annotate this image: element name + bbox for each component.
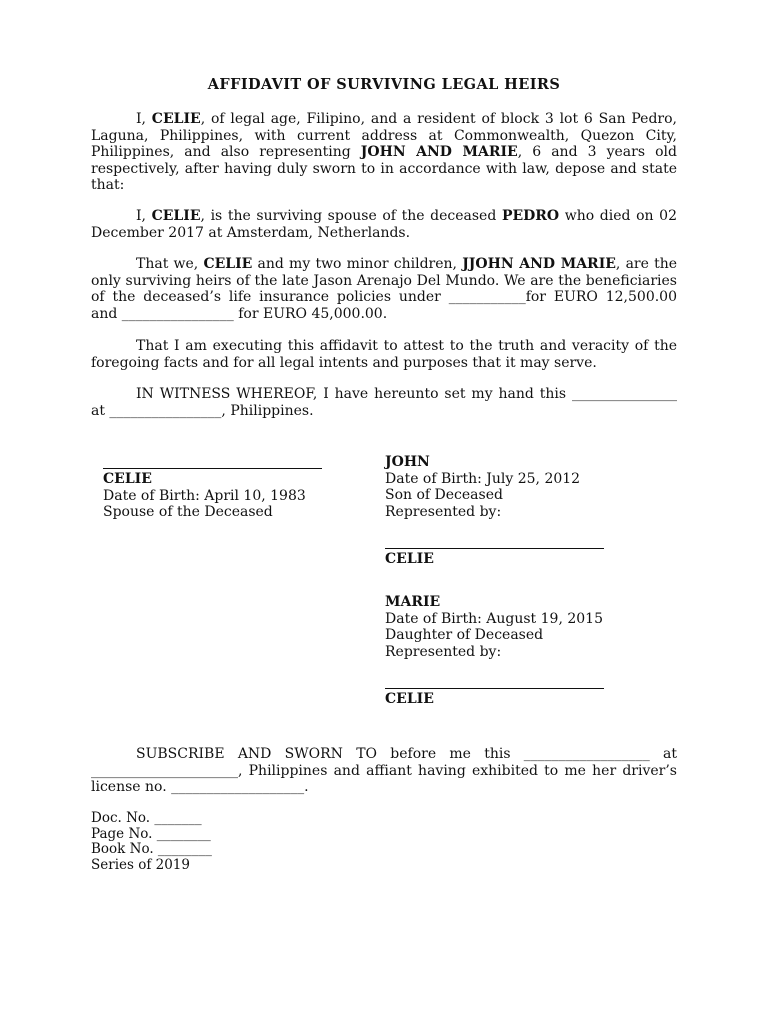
represented-by-label: Represented by:	[385, 503, 502, 520]
series-year: Series of 2019	[91, 856, 190, 873]
paragraph-surviving-heirs: That we, CELIE and my two minor children, JJOHN AND MARIE, are the only surviving heirs of the late Jason Arenajo Del Mundo. We are the beneficiaries of the deceased’s life insurance policies under ___________for EURO 12,500.00 and ________________ for EURO 45,000.00.	[91, 256, 678, 322]
paragraph-witness: IN WITNESS WHEREOF, I have hereunto set my hand this _______________ at ________________, Philippines.	[91, 386, 677, 419]
book-number: Book No. ________	[91, 841, 212, 857]
date-of-birth: Date of Birth: April 10, 1983	[103, 487, 306, 504]
doc-number: Doc. No. _______	[91, 810, 202, 826]
representative-name: CELIE	[385, 551, 434, 567]
affiant-name: CELIE	[151, 111, 201, 127]
relationship: Daughter of Deceased	[385, 627, 544, 643]
date-of-birth: Date of Birth: July 25, 2012	[385, 470, 581, 487]
signature-line-marie-representative	[385, 688, 604, 689]
affiant-name: CELIE	[151, 208, 201, 224]
document-title: AFFIDAVIT OF SURVIVING LEGAL HEIRS	[207, 76, 561, 93]
paragraph-affiant-identity: I, CELIE, of legal age, Filipino, and a resident of block 3 lot 6 San Pedro, Laguna, Philippines, with current address at Commonwealth, Quezon City, Philippines, and also representing JOHN AND MARIE, 6 and 3 years old respectively, after having duly sworn to in accordance with law, depose and state that:	[91, 111, 677, 193]
signature-block-marie	[385, 594, 603, 660]
notarial-registry	[91, 811, 212, 873]
represented-by-label: Represented by:	[385, 643, 502, 660]
relationship: Son of Deceased	[385, 487, 503, 503]
affiant-name: CELIE	[203, 256, 253, 272]
signature-line-celie	[103, 468, 322, 469]
relationship: Spouse of the Deceased	[103, 504, 273, 520]
signatory-name: MARIE	[385, 594, 441, 610]
signatory-name: JOHN	[385, 454, 430, 470]
signature-line-john-representative	[385, 548, 604, 549]
paragraph-purpose: That I am executing this affidavit to attest to the truth and veracity of the foregoing facts and for all legal intents and purposes that it may serve.	[91, 338, 677, 371]
deceased-name: PEDRO	[501, 208, 560, 224]
children-names: JJOHN AND MARIE	[462, 256, 616, 272]
date-of-birth: Date of Birth: August 19, 2015	[385, 610, 603, 627]
children-names: JOHN AND MARIE	[360, 144, 518, 160]
signature-block-celie	[103, 471, 306, 521]
signature-block-john	[385, 454, 580, 520]
signatory-name: CELIE	[103, 471, 152, 487]
representative-name: CELIE	[385, 691, 434, 707]
paragraph-jurat: SUBSCRIBE AND SWORN TO before me this __________________ at _____________________, Philippines and affiant having exhibited to me her driver’s license no. ___________________.	[91, 746, 677, 795]
page-number: Page No. ________	[91, 825, 211, 842]
paragraph-surviving-spouse: I, CELIE, is the surviving spouse of the deceased PEDRO who died on 02 December 2017 at Amsterdam, Netherlands.	[91, 208, 677, 241]
